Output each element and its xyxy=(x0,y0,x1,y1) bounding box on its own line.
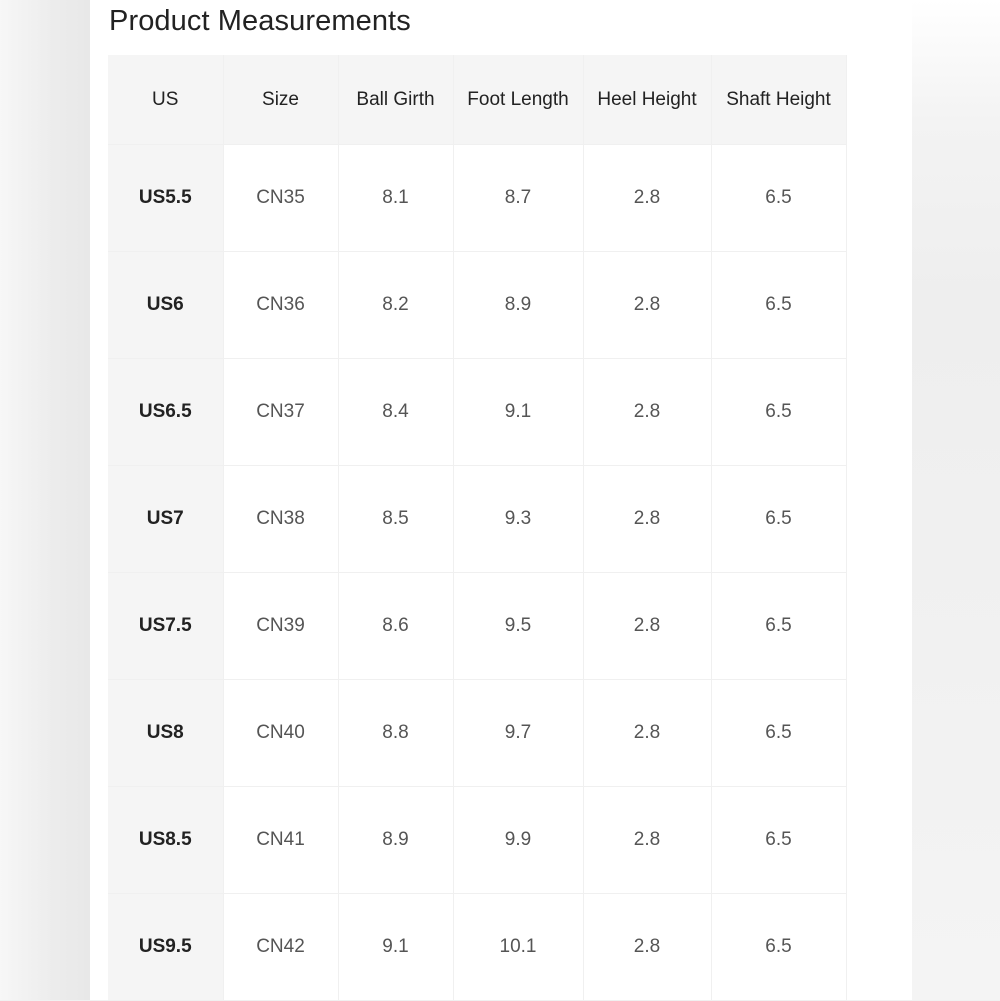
cell-heel-height: 2.8 xyxy=(583,359,711,466)
cell-foot-length: 9.7 xyxy=(453,680,583,787)
header-heel-height: Heel Height xyxy=(583,55,711,145)
cell-size: CN35 xyxy=(223,145,338,252)
cell-heel-height: 2.8 xyxy=(583,680,711,787)
cell-size: CN37 xyxy=(223,359,338,466)
cell-us: US6.5 xyxy=(108,359,223,466)
cell-foot-length: 9.9 xyxy=(453,787,583,894)
header-row xyxy=(108,55,846,145)
cell-heel-height: 2.8 xyxy=(583,894,711,1001)
table-header xyxy=(108,55,846,145)
measurements-table xyxy=(108,55,847,1001)
cell-foot-length: 8.7 xyxy=(453,145,583,252)
cell-us: US7 xyxy=(108,466,223,573)
cell-heel-height: 2.8 xyxy=(583,573,711,680)
cell-ball-girth: 8.8 xyxy=(338,680,453,787)
cell-shaft-height: 6.5 xyxy=(711,680,846,787)
cell-ball-girth: 8.1 xyxy=(338,145,453,252)
table-row xyxy=(108,359,846,466)
cell-ball-girth: 8.4 xyxy=(338,359,453,466)
table-row xyxy=(108,680,846,787)
cell-foot-length: 8.9 xyxy=(453,252,583,359)
cell-foot-length: 9.1 xyxy=(453,359,583,466)
background-right xyxy=(912,0,1000,1000)
header-shaft-height: Shaft Height xyxy=(711,55,846,145)
header-size: Size xyxy=(223,55,338,145)
cell-size: CN40 xyxy=(223,680,338,787)
cell-ball-girth: 8.5 xyxy=(338,466,453,573)
cell-ball-girth: 8.9 xyxy=(338,787,453,894)
header-us: US xyxy=(108,55,223,145)
cell-us: US5.5 xyxy=(108,145,223,252)
cell-ball-girth: 8.2 xyxy=(338,252,453,359)
cell-shaft-height: 6.5 xyxy=(711,894,846,1001)
table-body xyxy=(108,145,846,1001)
cell-heel-height: 2.8 xyxy=(583,252,711,359)
page-title: Product Measurements xyxy=(109,5,411,37)
cell-size: CN39 xyxy=(223,573,338,680)
cell-foot-length: 9.3 xyxy=(453,466,583,573)
cell-heel-height: 2.8 xyxy=(583,145,711,252)
header-foot-length: Foot Length xyxy=(453,55,583,145)
cell-foot-length: 9.5 xyxy=(453,573,583,680)
cell-ball-girth: 8.6 xyxy=(338,573,453,680)
table-row xyxy=(108,894,846,1001)
table-row xyxy=(108,787,846,894)
table-row xyxy=(108,466,846,573)
table-row xyxy=(108,252,846,359)
cell-shaft-height: 6.5 xyxy=(711,252,846,359)
cell-size: CN41 xyxy=(223,787,338,894)
cell-heel-height: 2.8 xyxy=(583,466,711,573)
cell-size: CN38 xyxy=(223,466,338,573)
cell-us: US7.5 xyxy=(108,573,223,680)
header-ball-girth: Ball Girth xyxy=(338,55,453,145)
table-row xyxy=(108,573,846,680)
cell-shaft-height: 6.5 xyxy=(711,466,846,573)
cell-us: US8 xyxy=(108,680,223,787)
cell-us: US8.5 xyxy=(108,787,223,894)
table-row xyxy=(108,145,846,252)
cell-heel-height: 2.8 xyxy=(583,787,711,894)
cell-shaft-height: 6.5 xyxy=(711,359,846,466)
cell-shaft-height: 6.5 xyxy=(711,145,846,252)
cell-ball-girth: 9.1 xyxy=(338,894,453,1001)
cell-size: CN42 xyxy=(223,894,338,1001)
cell-shaft-height: 6.5 xyxy=(711,573,846,680)
cell-shaft-height: 6.5 xyxy=(711,787,846,894)
cell-us: US6 xyxy=(108,252,223,359)
cell-size: CN36 xyxy=(223,252,338,359)
cell-us: US9.5 xyxy=(108,894,223,1001)
background-left xyxy=(0,0,90,1000)
cell-foot-length: 10.1 xyxy=(453,894,583,1001)
